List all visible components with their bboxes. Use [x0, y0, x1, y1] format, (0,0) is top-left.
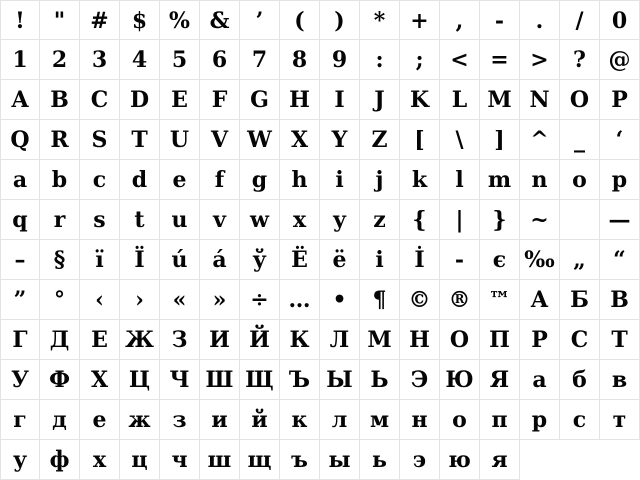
glyph-cell: Q	[0, 120, 40, 160]
glyph-row-4	[0, 120, 640, 160]
glyph-cell: д	[40, 400, 80, 440]
glyph-cell: -	[480, 0, 520, 40]
glyph-cell: %	[160, 0, 200, 40]
glyph-cell: ш	[200, 440, 240, 480]
glyph-cell: F	[200, 80, 240, 120]
glyph-cell: }	[480, 200, 520, 240]
glyph-cell: I	[320, 80, 360, 120]
glyph-cell: "	[40, 0, 80, 40]
glyph-row-3	[0, 80, 640, 120]
glyph-cell: -	[440, 240, 480, 280]
glyph-cell: v	[200, 200, 240, 240]
glyph-cell: ®	[440, 280, 480, 320]
glyph-cell: Т	[600, 320, 640, 360]
glyph-cell: z	[360, 200, 400, 240]
glyph-cell: |	[440, 200, 480, 240]
glyph-cell: ]	[480, 120, 520, 160]
glyph-cell: Н	[400, 320, 440, 360]
glyph-cell: ‘	[600, 120, 640, 160]
glyph-cell: D	[120, 80, 160, 120]
glyph-cell: V	[200, 120, 240, 160]
glyph-cell: ь	[360, 440, 400, 480]
glyph-cell: g	[240, 160, 280, 200]
glyph-cell: з	[160, 400, 200, 440]
glyph-cell: a	[0, 160, 40, 200]
glyph-cell: э	[400, 440, 440, 480]
glyph-cell: 0	[600, 0, 640, 40]
glyph-cell: щ	[240, 440, 280, 480]
glyph-cell: j	[360, 160, 400, 200]
glyph-cell: °	[40, 280, 80, 320]
glyph-cell: 6	[200, 40, 240, 80]
glyph-cell: X	[280, 120, 320, 160]
glyph-cell: О	[440, 320, 480, 360]
glyph-cell: ^	[520, 120, 560, 160]
glyph-cell: :	[360, 40, 400, 80]
glyph-cell: Ї	[120, 240, 160, 280]
glyph-cell: 3	[80, 40, 120, 80]
glyph-cell-empty	[560, 200, 600, 240]
glyph-cell: Ж	[120, 320, 160, 360]
glyph-cell: {	[400, 200, 440, 240]
glyph-cell: A	[0, 80, 40, 120]
glyph-cell: İ	[400, 240, 440, 280]
glyph-cell: л	[320, 400, 360, 440]
glyph-cell: Ц	[120, 360, 160, 400]
glyph-cell: n	[520, 160, 560, 200]
glyph-cell: =	[480, 40, 520, 80]
glyph-cell: 7	[240, 40, 280, 80]
glyph-cell: ,	[440, 0, 480, 40]
glyph-cell: А	[520, 280, 560, 320]
glyph-cell: q	[0, 200, 40, 240]
glyph-cell: Y	[320, 120, 360, 160]
glyph-cell: p	[600, 160, 640, 200]
glyph-cell: „	[560, 240, 600, 280]
glyph-cell: Ы	[320, 360, 360, 400]
glyph-cell: а	[520, 360, 560, 400]
glyph-cell: N	[520, 80, 560, 120]
glyph-cell: i	[320, 160, 360, 200]
glyph-row-1	[0, 0, 640, 40]
glyph-cell: 9	[320, 40, 360, 80]
glyph-cell: ф	[40, 440, 80, 480]
glyph-cell: є	[480, 240, 520, 280]
glyph-cell: и	[200, 400, 240, 440]
glyph-cell: п	[480, 400, 520, 440]
glyph-row-10	[0, 360, 640, 400]
glyph-cell: 1	[0, 40, 40, 80]
glyph-cell: .	[520, 0, 560, 40]
glyph-cell: G	[240, 80, 280, 120]
glyph-cell: e	[160, 160, 200, 200]
glyph-row-11	[0, 400, 640, 440]
glyph-cell: б	[560, 360, 600, 400]
glyph-cell: b	[40, 160, 80, 200]
glyph-cell: ›	[120, 280, 160, 320]
glyph-cell: ¶	[360, 280, 400, 320]
glyph-cell: Ё	[280, 240, 320, 280]
glyph-cell: u	[160, 200, 200, 240]
glyph-cell: >	[520, 40, 560, 80]
glyph-row-2	[0, 40, 640, 80]
glyph-cell: _	[560, 120, 600, 160]
glyph-cell: *	[360, 0, 400, 40]
glyph-cell: –	[0, 240, 40, 280]
glyph-cell: Ю	[440, 360, 480, 400]
glyph-cell: Я	[480, 360, 520, 400]
glyph-cell: ъ	[280, 440, 320, 480]
glyph-cell: H	[280, 80, 320, 120]
glyph-cell: Z	[360, 120, 400, 160]
glyph-cell: §	[40, 240, 80, 280]
glyph-cell: »	[200, 280, 240, 320]
glyph-cell: &	[200, 0, 240, 40]
glyph-cell: L	[440, 80, 480, 120]
glyph-cell: t	[120, 200, 160, 240]
glyph-cell: Ф	[40, 360, 80, 400]
glyph-cell: ў	[240, 240, 280, 280]
glyph-cell: я	[480, 440, 520, 480]
glyph-cell: В	[600, 280, 640, 320]
glyph-cell: r	[40, 200, 80, 240]
glyph-row-12	[0, 440, 640, 480]
glyph-cell: C	[80, 80, 120, 120]
glyph-cell: 8	[280, 40, 320, 80]
glyph-cell: +	[400, 0, 440, 40]
glyph-cell: 5	[160, 40, 200, 80]
glyph-cell: с	[560, 400, 600, 440]
glyph-cell: е	[80, 400, 120, 440]
glyph-cell: 2	[40, 40, 80, 80]
glyph-cell: #	[80, 0, 120, 40]
glyph-cell: —	[600, 200, 640, 240]
glyph-cell: !	[0, 0, 40, 40]
glyph-cell: г	[0, 400, 40, 440]
glyph-cell: р	[520, 400, 560, 440]
glyph-cell: c	[80, 160, 120, 200]
glyph-cell: B	[40, 80, 80, 120]
glyph-cell: S	[80, 120, 120, 160]
glyph-cell: ;	[400, 40, 440, 80]
glyph-cell: O	[560, 80, 600, 120]
glyph-cell: k	[400, 160, 440, 200]
glyph-cell: P	[600, 80, 640, 120]
glyph-cell: W	[240, 120, 280, 160]
glyph-cell: Д	[40, 320, 80, 360]
glyph-cell: ~	[520, 200, 560, 240]
glyph-cell: á	[200, 240, 240, 280]
glyph-cell: К	[280, 320, 320, 360]
glyph-cell: d	[120, 160, 160, 200]
glyph-cell: @	[600, 40, 640, 80]
glyph-cell: ?	[560, 40, 600, 80]
glyph-row-5	[0, 160, 640, 200]
glyph-row-9	[0, 320, 640, 360]
glyph-cell: …	[280, 280, 320, 320]
glyph-cell: s	[80, 200, 120, 240]
glyph-cell: ’	[240, 0, 280, 40]
glyph-cell: ™	[480, 280, 520, 320]
glyph-cell: Ш	[200, 360, 240, 400]
glyph-cell: Е	[80, 320, 120, 360]
glyph-cell: h	[280, 160, 320, 200]
glyph-cell: Й	[240, 320, 280, 360]
glyph-cell: ч	[160, 440, 200, 480]
glyph-cell: С	[560, 320, 600, 360]
glyph-cell: т	[600, 400, 640, 440]
glyph-cell: ц	[120, 440, 160, 480]
glyph-row-7	[0, 240, 640, 280]
glyph-cell: і	[360, 240, 400, 280]
glyph-cell: [	[400, 120, 440, 160]
glyph-cell: 4	[120, 40, 160, 80]
glyph-cell: M	[480, 80, 520, 120]
glyph-cell: ©	[400, 280, 440, 320]
glyph-cell: о	[440, 400, 480, 440]
glyph-cell: ”	[0, 280, 40, 320]
glyph-cell: m	[480, 160, 520, 200]
glyph-cell: ú	[160, 240, 200, 280]
glyph-cell: “	[600, 240, 640, 280]
glyph-cell: к	[280, 400, 320, 440]
glyph-cell: y	[320, 200, 360, 240]
glyph-cell: \	[440, 120, 480, 160]
glyph-cell: ж	[120, 400, 160, 440]
glyph-cell: ы	[320, 440, 360, 480]
glyph-cell: Ь	[360, 360, 400, 400]
glyph-cell: )	[320, 0, 360, 40]
glyph-cell: R	[40, 120, 80, 160]
glyph-cell: м	[360, 400, 400, 440]
glyph-row-8	[0, 280, 640, 320]
glyph-cell: ё	[320, 240, 360, 280]
glyph-cell: Л	[320, 320, 360, 360]
glyph-cell: И	[200, 320, 240, 360]
glyph-cell: у	[0, 440, 40, 480]
glyph-cell: Г	[0, 320, 40, 360]
glyph-cell: o	[560, 160, 600, 200]
glyph-cell: U	[160, 120, 200, 160]
glyph-cell: l	[440, 160, 480, 200]
glyph-cell: й	[240, 400, 280, 440]
glyph-cell: Б	[560, 280, 600, 320]
glyph-cell: Э	[400, 360, 440, 400]
glyph-cell: <	[440, 40, 480, 80]
glyph-cell: E	[160, 80, 200, 120]
glyph-cell: в	[600, 360, 640, 400]
glyph-cell: J	[360, 80, 400, 120]
glyph-cell: (	[280, 0, 320, 40]
glyph-cell: /	[560, 0, 600, 40]
glyph-cell: •	[320, 280, 360, 320]
glyph-cell: Ъ	[280, 360, 320, 400]
glyph-cell: f	[200, 160, 240, 200]
glyph-cell: У	[0, 360, 40, 400]
glyph-cell: З	[160, 320, 200, 360]
glyph-cell: ÷	[240, 280, 280, 320]
glyph-cell: ‰	[520, 240, 560, 280]
glyph-cell: Х	[80, 360, 120, 400]
glyph-cell: Щ	[240, 360, 280, 400]
glyph-cell: н	[400, 400, 440, 440]
glyph-cell: ю	[440, 440, 480, 480]
glyph-cell: «	[160, 280, 200, 320]
glyph-row-6	[0, 200, 640, 240]
glyph-cell: K	[400, 80, 440, 120]
glyph-cell: T	[120, 120, 160, 160]
glyph-cell: x	[280, 200, 320, 240]
glyph-cell: М	[360, 320, 400, 360]
glyph-cell: ї	[80, 240, 120, 280]
glyph-cell: $	[120, 0, 160, 40]
glyph-cell: Р	[520, 320, 560, 360]
glyph-cell: Ч	[160, 360, 200, 400]
glyph-cell: х	[80, 440, 120, 480]
glyph-cell: ‹	[80, 280, 120, 320]
glyph-cell: w	[240, 200, 280, 240]
glyph-cell: П	[480, 320, 520, 360]
